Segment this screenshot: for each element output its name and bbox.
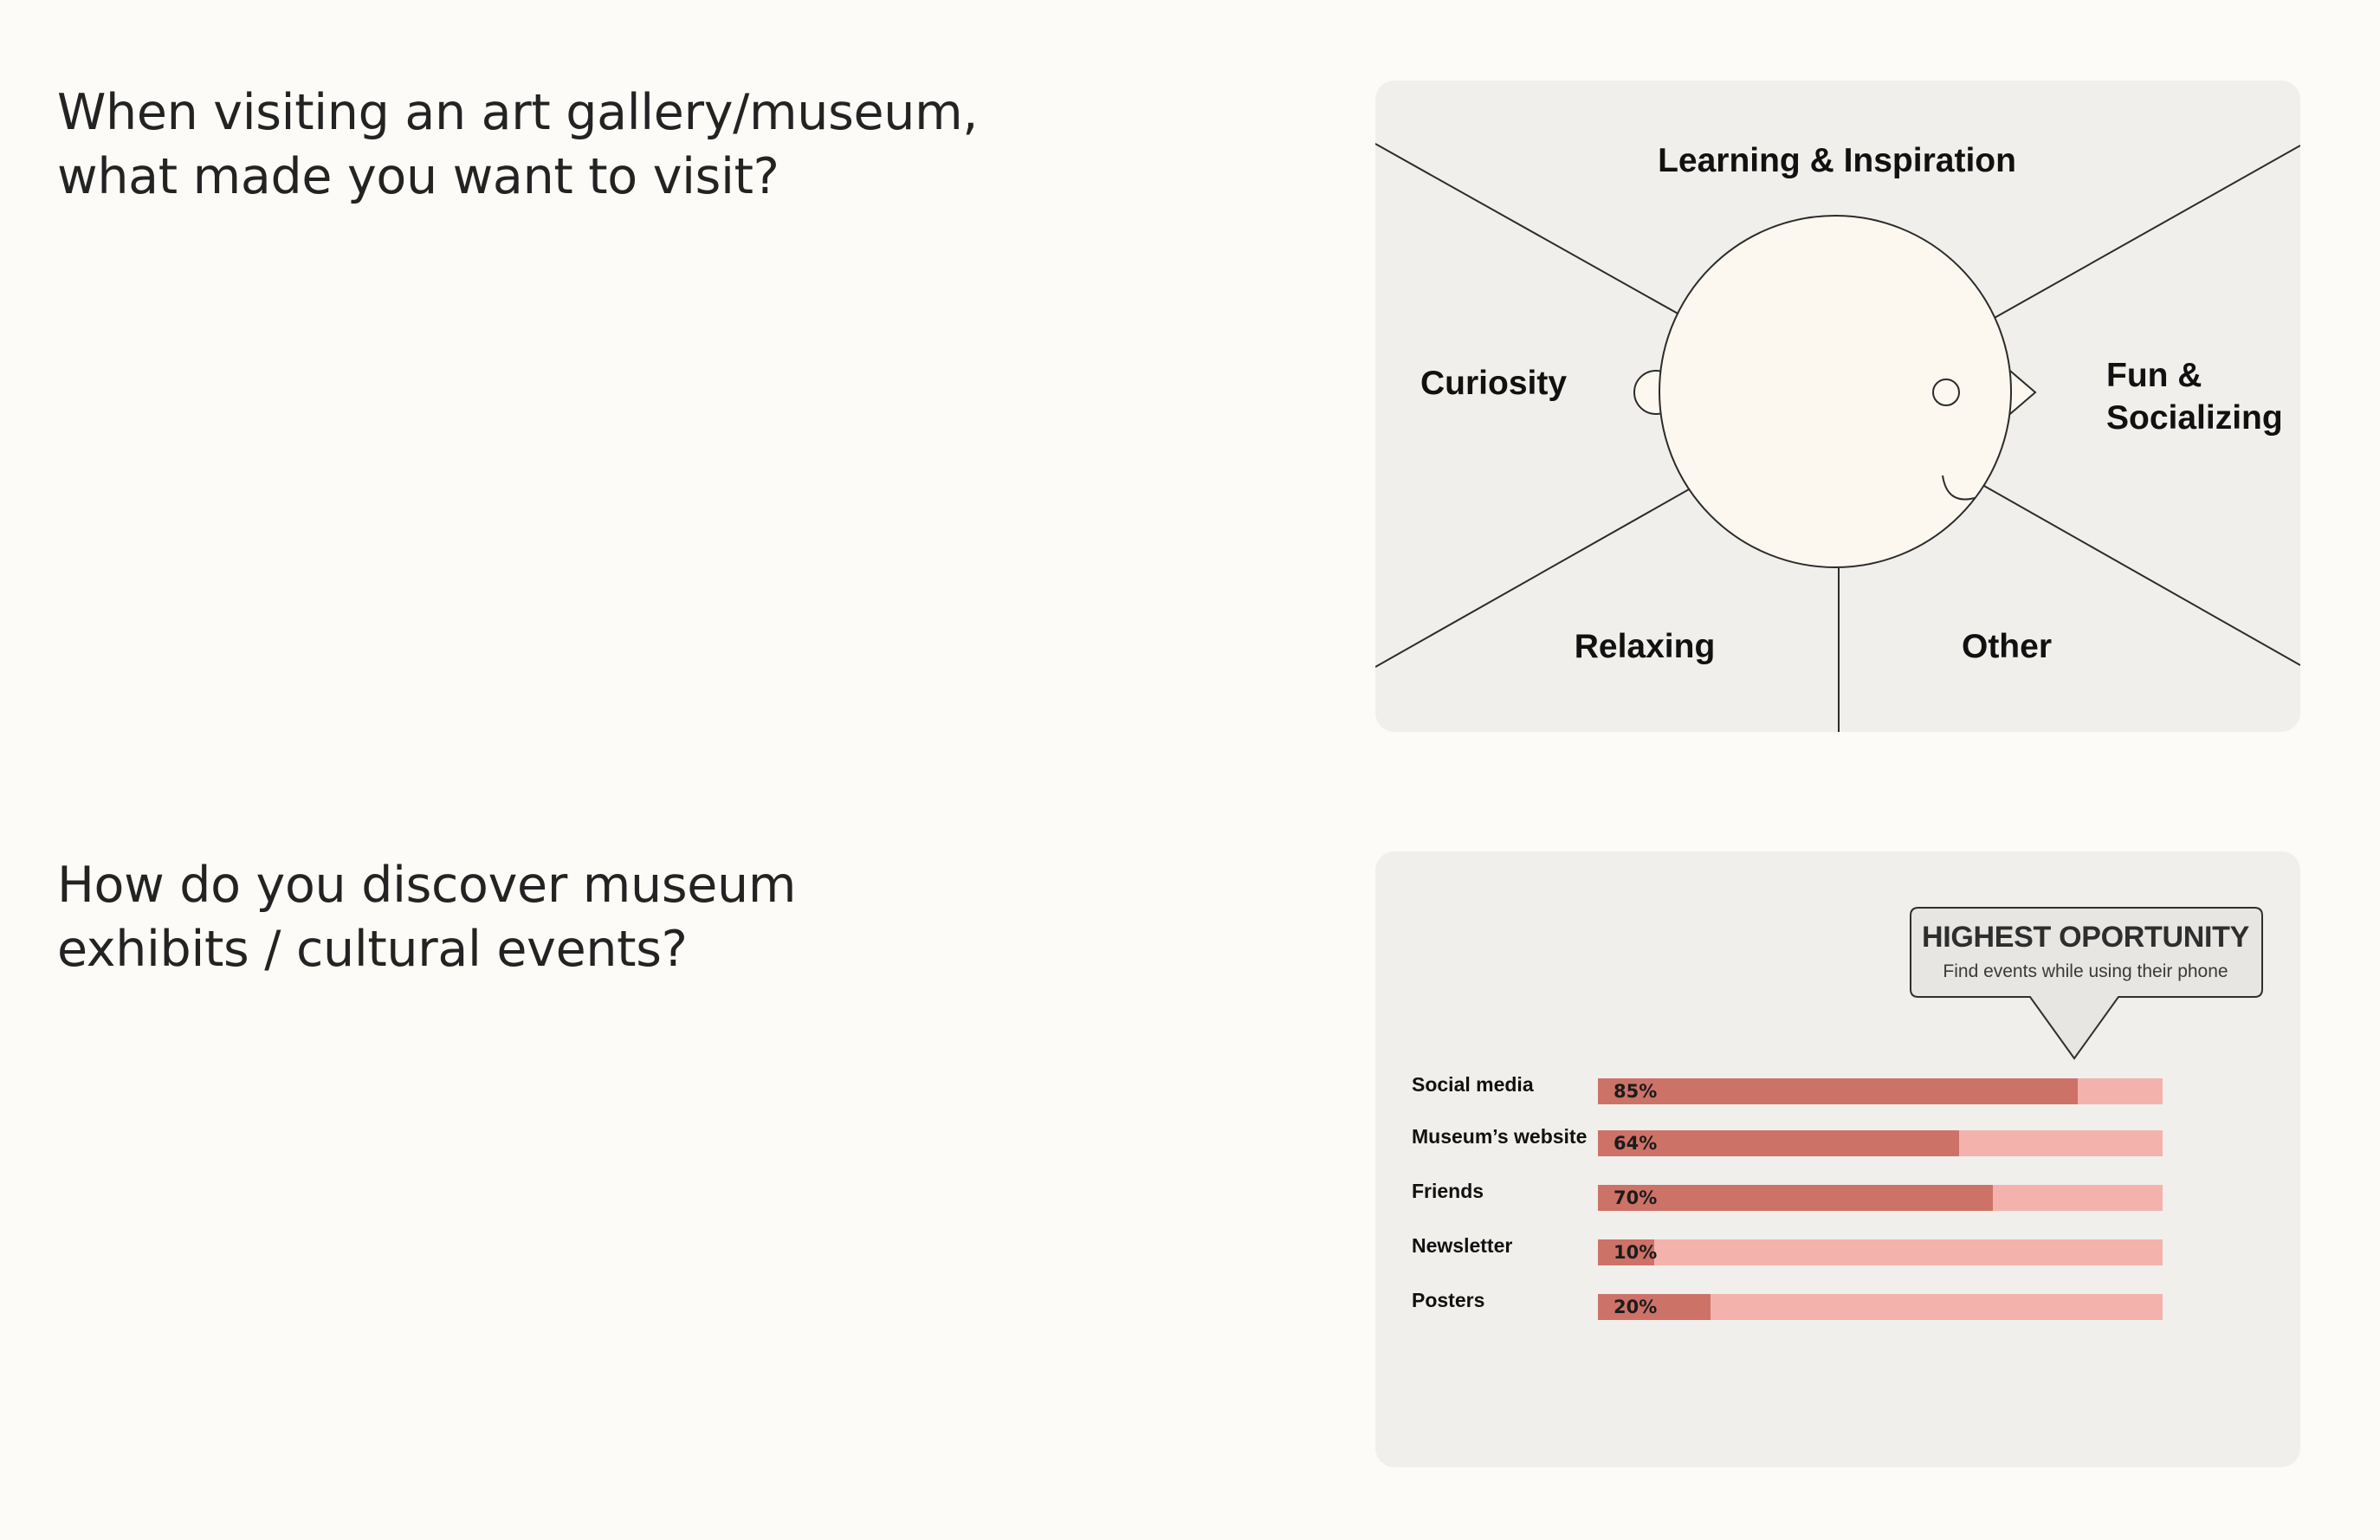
- bar-category-label: Posters: [1412, 1289, 1485, 1311]
- bar-category-label: Museum’s website: [1412, 1125, 1588, 1148]
- label-other: Other: [1961, 628, 2053, 665]
- question-motivation-line-2: what made you want to visit?: [57, 148, 779, 205]
- bar-row: [1375, 1289, 2300, 1320]
- bar-row: [1375, 1073, 2300, 1104]
- label-learning-inspiration: Learning & Inspiration: [1658, 142, 2016, 179]
- bar-track: [1598, 1239, 2163, 1265]
- bar-value-label: 10%: [1614, 1242, 1658, 1263]
- divider-top-left: [1375, 144, 1679, 314]
- discovery-card: [1375, 851, 2300, 1467]
- bar-category-label: Social media: [1412, 1073, 1534, 1096]
- callout-title: HIGHEST OPORTUNITY: [1921, 921, 2250, 954]
- bar-category-label: Newsletter: [1412, 1234, 1513, 1257]
- bar-track: [1598, 1294, 2163, 1320]
- bar-value-label: 20%: [1614, 1297, 1658, 1317]
- motivation-diagram: [1375, 81, 2300, 732]
- label-fun-socializing-line-1: Fun &: [2106, 357, 2202, 394]
- question-discovery: [57, 853, 796, 981]
- bar-track: [1598, 1078, 2163, 1104]
- bar-row: [1375, 1180, 2300, 1211]
- label-fun-socializing-line-2: Socializing: [2106, 399, 2283, 437]
- bar-fill: [1598, 1078, 2078, 1104]
- bar-value-label: 70%: [1614, 1187, 1658, 1208]
- bar-value-label: 85%: [1614, 1081, 1658, 1102]
- bar-row: [1375, 1234, 2300, 1265]
- bar-track: [1598, 1130, 2163, 1156]
- label-relaxing: Relaxing: [1574, 628, 1716, 665]
- callout: [1914, 921, 2257, 982]
- bar-row: [1375, 1125, 2300, 1156]
- question-motivation-line-1: When visiting an art gallery/museum,: [57, 84, 979, 141]
- head-icon: [1634, 216, 2035, 567]
- question-discovery-line-2: exhibits / cultural events?: [57, 921, 688, 978]
- bar-fill: [1598, 1185, 1993, 1211]
- bar-category-label: Friends: [1412, 1180, 1484, 1202]
- divider-top-right: [1993, 146, 2300, 319]
- bar-value-label: 64%: [1614, 1133, 1658, 1154]
- bar-track: [1598, 1185, 2163, 1211]
- motivation-card: [1375, 81, 2300, 732]
- callout-subtitle: Find events while using their phone: [1943, 961, 2228, 981]
- label-curiosity: Curiosity: [1420, 365, 1568, 402]
- question-discovery-line-1: How do you discover museum: [57, 857, 797, 914]
- question-motivation: [57, 81, 978, 209]
